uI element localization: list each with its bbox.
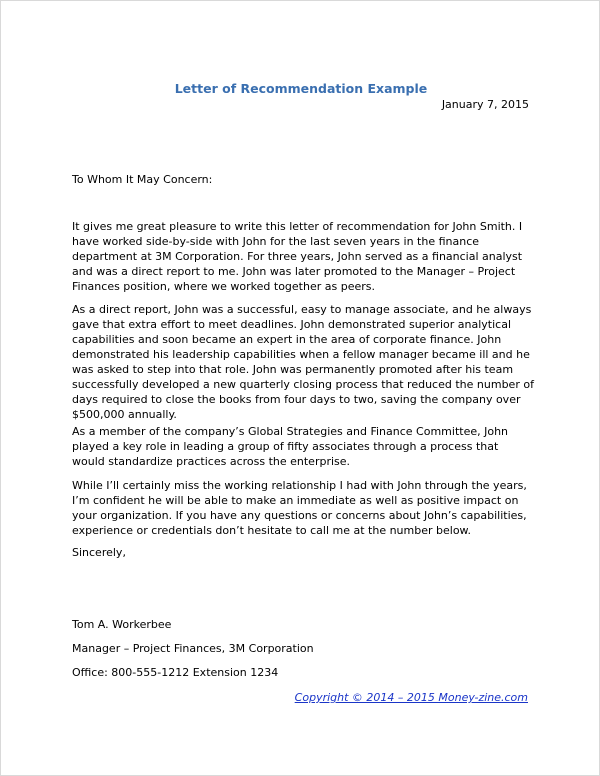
letter-date: January 7, 2015	[441, 98, 529, 111]
paragraph-introduction: It gives me great pleasure to write this letter of recommendation for John Smith. I have worked side-by-side with John for the last seven years in the finance department at 3M Corporation. For three years, John served as a financial analyst and was a direct report to me. John was later promoted to the Manager – Project Finances position, where we worked together as peers.	[72, 220, 523, 293]
signature-title: Manager – Project Finances, 3M Corporation	[72, 642, 314, 655]
paragraph-committee: As a member of the company’s Global Strategies and Finance Committee, John played a key role in leading a group of fifty associates through a process that would standardize practices across the enterprise.	[72, 425, 509, 468]
salutation: To Whom It May Concern:	[72, 173, 213, 186]
letter-title: Letter of Recommendation Example	[174, 81, 428, 96]
paragraph-conclusion: While I’ll certainly miss the working relationship I had with John through the years, I’m confident he will be able to make an immediate as well as positive impact on your organization. If you have any questions or concerns about John’s capabilities, experience or credentials don’t hesitate to call me at the number below.	[72, 479, 527, 537]
copyright-link[interactable]: Copyright © 2014 – 2015 Money-zine.com	[294, 691, 528, 704]
paragraph-performance: As a direct report, John was a successful, easy to manage associate, and he always gave that extra effort to meet deadlines. John demonstrated superior analytical capabilities and soon became an expert in the area of corporate finance. John demonstrated his leadership capabilities when a fellow manager became ill and he was asked to step into that role. John was permanently promoted after his team successfully developed a new quarterly closing process that reduced the number of days required to close the books from four days to two, saving the company over $500,000 annually.	[72, 303, 534, 421]
signature-office: Office: 800-555-1212 Extension 1234	[72, 666, 279, 679]
signature-name: Tom A. Workerbee	[72, 618, 172, 631]
closing: Sincerely,	[72, 546, 126, 559]
